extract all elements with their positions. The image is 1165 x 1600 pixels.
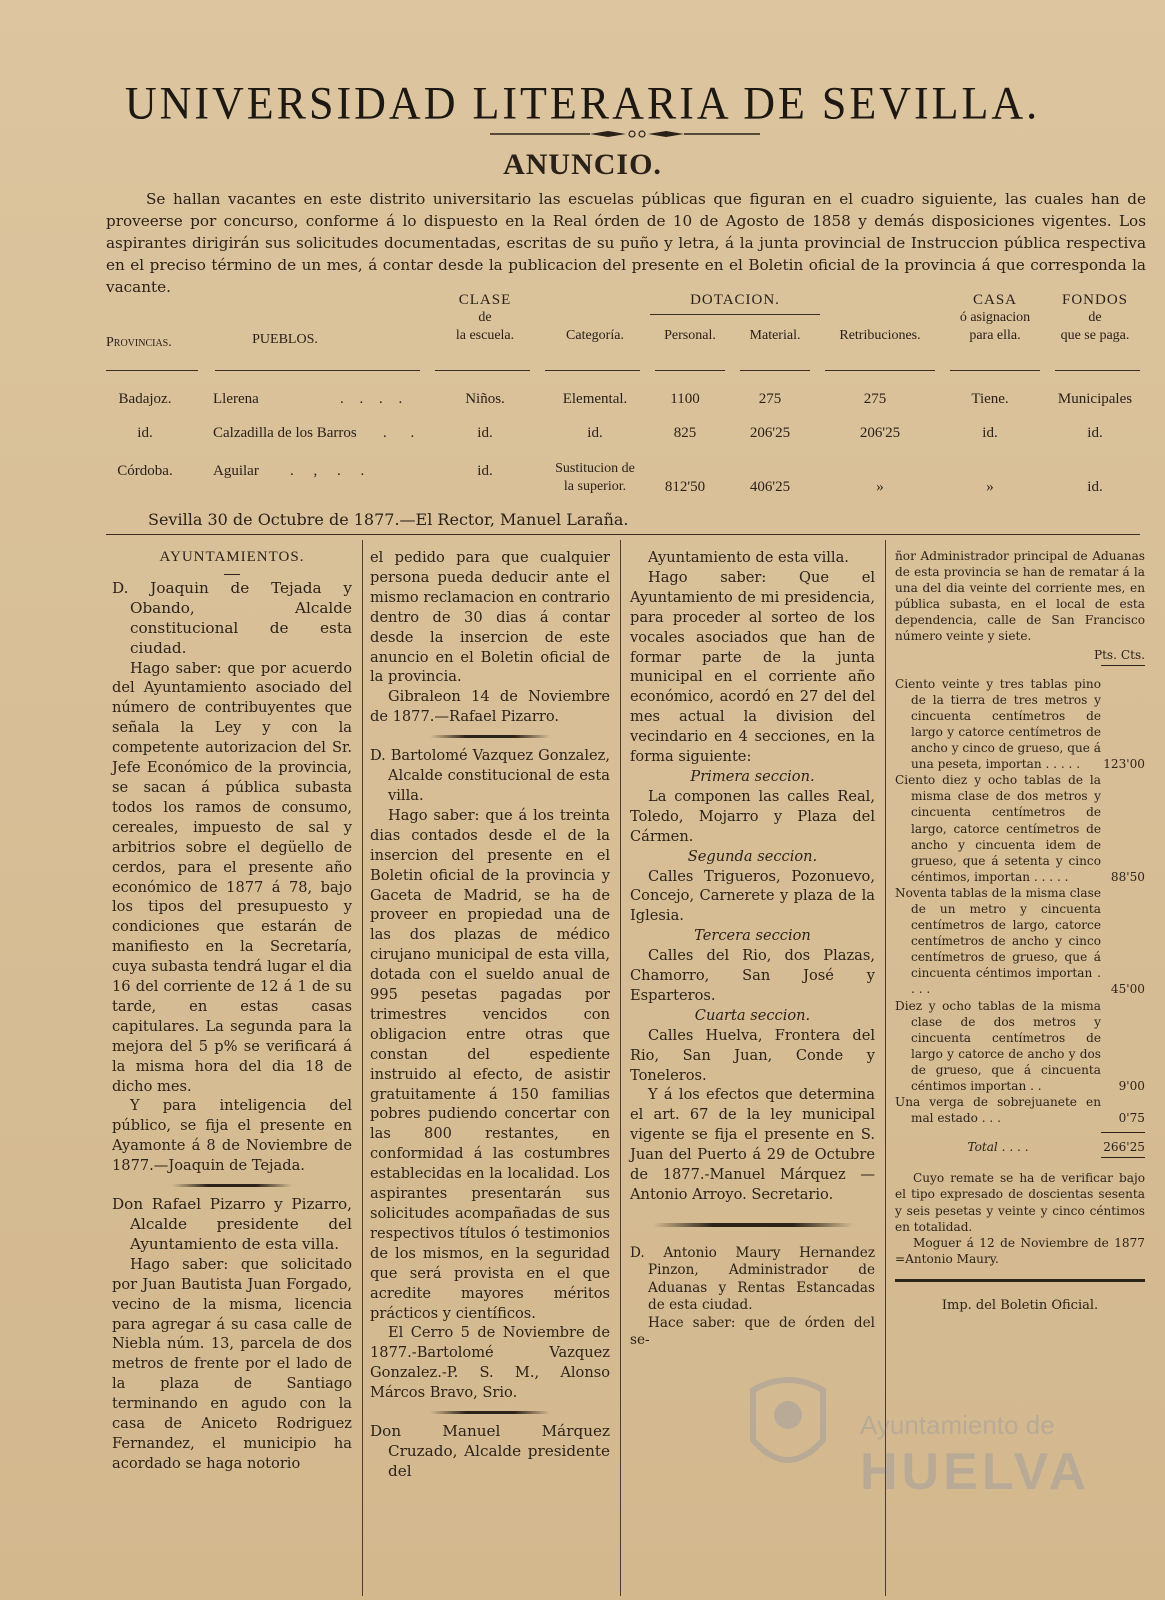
notice-5-heading: D. Antonio Maury Hernandez Pinzon, Administrador de Aduanas y Rentas Estancadas de esta ciudad. [630,1244,875,1314]
row3-retribuciones: » [876,479,884,495]
th-casa-ella: para ella. [969,328,1021,343]
table-rule [1055,370,1140,371]
watermark-line-2: HUELVA [860,1443,1091,1501]
notice-2-closing: Gibraleon 14 de Noviembre de 1877.—Rafael Pizarro. [370,688,610,726]
total-value: 266'25 [1103,1140,1145,1155]
th-provincias: Provincias. [106,335,172,350]
lot-item [895,772,1145,885]
notice-3-body: Hago saber: que á los treinta dias contados desde el de la insercion del presente en el Boletin oficial de la provincia y Gaceta de Madrid, se ha de proveer en propiedad una de las dos plazas de médico cirujano municipal de esta villa, dotada con el sueldo anual de 995 pesetas pagadas por trimestres vencidos con obligacion entre otras que constan del espediente instruido al efecto, de asistir gratuitamente á 150 familias pobres pudiendo concertar con las 800 restantes, en conformidad á las costumbres establecidas en la localidad. Los aspirantes presentarán sus solicitudes acompañadas de sus respectivos títulos ó testimonios de los mismos, en la seguridad que será provista en el que acredite mayores méritos prácticos y científicos. [370,806,610,1322]
lot-item-value: 0'75 [1118,1111,1145,1126]
column-rule [620,540,621,1596]
th-dotacion-rule [650,314,820,315]
section-1-title: Primera seccion. [690,767,815,785]
row3-casa: » [986,479,994,495]
total-label: Total . . . . [967,1140,1029,1155]
table-rule [545,370,640,371]
th-casa: CASA [972,292,1017,308]
archive-watermark [735,1370,1091,1590]
notice-1-closing: Y para inteligencia del público, se fija el presente en Ayamonte á 8 de Noviembre de 1877.—Joaquin de Tejada. [112,1097,352,1175]
page-title: UNIVERSIDAD LITERARIA DE SEVILLA. [124,77,1041,130]
section-1-text: La componen las calles Real, Toledo, Mojarro y Plaza del Cármen. [630,787,875,845]
section-2-text: Calles Trigueros, Pozonuevo, Concejo, Carnerete y plaza de la Iglesia. [630,867,875,925]
row3-personal: 812'50 [664,479,706,495]
th-fondos: FONDOS [1061,292,1128,308]
lot-item-value: 45'00 [1110,982,1145,997]
row1-casa: Tiene. [971,391,1009,407]
notice-5-signature: Moguer á 12 de Noviembre de 1877 =Antonio Maury. [895,1235,1145,1266]
row1-fondos: Municipales [1057,391,1133,407]
notice-3-closing: El Cerro 5 de Noviembre de 1877.-Bartolomé Vazquez Gonzalez.-P. S. M., Alonso Márcos Bravo, Srio. [370,1324,610,1402]
notice-2-continued: el pedido para que cualquier persona pueda deducir ante el mismo reclamacion en contrario dentro de 30 dias á contar desde la insercion de este anuncio en el Boletin oficial de la provincia. [370,549,610,686]
th-clase: CLASE [458,292,512,308]
section-4-text: Calles Huelva, Frontera del Rio, San Juan, Conde y Toneleros. [630,1026,875,1084]
table-rule [740,370,810,371]
announcement-heading: ANUNCIO. [503,148,662,181]
row1-pueblo: Llerena [213,391,259,407]
watermark-line-1: Ayuntamiento de [860,1410,1055,1440]
notice-2-body: Hago saber: que solicitado por Juan Bautista Juan Forgado, vecino de la misma, licencia para agregar á su casa calle de Niebla núm. 13, parcela de dos metros de frente por el lado de la plaza de Santiago terminando en agudo con la casa de Aniceto Rodriguez Fernandez, el municipio ha acordado se haga notorio [112,1255,352,1472]
heading-dash [224,574,240,575]
section-2-title: Segunda seccion. [687,847,818,865]
column-rule [362,540,363,1596]
row1-dots: . . . . [340,391,409,407]
row2-retribuciones: 206'25 [859,425,901,441]
th-categoria: Categoría. [566,328,624,343]
rector-signature: Sevilla 30 de Octubre de 1877.—El Rector, Manuel Laraña. [148,510,629,529]
notice-3-heading: D. Bartolomé Vazquez Gonzalez, Alcalde constitucional de esta villa. [370,747,610,804]
th-material: Material. [749,328,801,343]
row2-fondos: id. [1087,425,1103,441]
th-clase-de: de [478,310,492,325]
notice-1-body: Hago saber: que por acuerdo del Ayuntamiento asociado del número de contribuyentes que señala la Ley y con la competente autorizacion del Sr. Jefe Económico de la provincia, se sacan á pública subasta todos los ramos de consumo, cereales, impuesto de sal y arbitrios sobre el degüello de cerdos, para el presente año económico de 1877 á 78, bajo los tipos del presupuesto y condiciones que estarán de manifiesto en la Secretaría, cuya subasta tendrá lugar el dia 16 del corriente de 12 á 1 de su tarde, en estas casas capitulares. La segunda para la mejora del 5 p% se verificará á la misma hora del dia 18 de dicho mes. [112,659,352,1095]
row2-provincia: id. [137,425,153,441]
notice-separator [430,735,550,738]
lot-item-description: Ciento diez y ocho tablas de la misma clase de dos metros y cincuenta centímetros de largo, catorce centímetros de ancho y cincuenta idem de grueso, que á setenta y cinco céntimos, importan . . . . . [895,773,1101,884]
notice-separator [430,1411,550,1414]
row1-retribuciones: 275 [863,391,887,407]
th-personal: Personal. [664,328,716,343]
section-3-title: Tercera seccion [694,927,811,945]
row2-categoria: id. [587,425,603,441]
table-rule [215,370,420,371]
row2-personal: 825 [673,425,697,441]
notice-2-heading: Don Rafael Pizarro y Pizarro, Alcalde presidente del Ayuntamiento de esta villa. [112,1195,352,1253]
notice-separator [653,1223,853,1227]
notice-4-closing: Y á los efectos que determina el art. 67 de la ley municipal vigente se fija el presente en S. Juan del Puerto á 29 de Octubre de 1877.-Manuel Márquez —Antonio Arroyo. Secretario. [630,1086,875,1203]
table-rule [106,370,198,371]
row3-categoria: Sustitucion de [555,461,635,476]
th-casa-asignacion: ó asignacion [959,310,1031,325]
notice-4-heading: Don Manuel Márquez Cruzado, Alcalde presidente del [370,1422,610,1480]
lot-item-description: Una verga de sobrejuanete en mal estado . . . [895,1095,1101,1126]
row3-categoria-2: la superior. [563,479,627,494]
total-rule [1101,1157,1145,1158]
row1-categoria: Elemental. [562,391,628,407]
row2-clase: id. [477,425,493,441]
row3-dots: . , . . [290,463,373,479]
row3-pueblo: Aguilar [213,463,259,479]
lot-item-value: 88'50 [1110,869,1145,884]
table-rule [655,370,725,371]
row3-clase: id. [477,463,493,479]
imprint-rule [895,1279,1145,1282]
notice-5-continued: ñor Administrador principal de Aduanas de esta provincia se han de rematar á la una del dia veinte del corriente mes, en pública subasta, en el local de esta dependencia, calle de San Francisco número veinte y siete. [895,549,1145,644]
lot-item [895,885,1145,998]
units-label: Pts. Cts. [1093,647,1145,662]
row2-dots: . . [383,425,425,441]
table-rule [435,370,530,371]
notice-4-body: Hago saber: Que el Ayuntamiento de mi presidencia, para proceder al sorteo de los vocales asociados que han de formar parte de la junta municipal en el corriente año económico, acordó en 27 del del mes actual la division del vecindario en 4 secciones, en la forma siguiente: [630,568,875,766]
ornament-divider [490,130,760,138]
table-rule [825,370,935,371]
ayuntamientos-heading: AYUNTAMIENTOS. [159,549,305,565]
lot-item [895,998,1145,1095]
notice-1-heading: D. Joaquin de Tejada y Obando, Alcalde constitucional de esta ciudad. [112,578,352,657]
section-4-title: Cuarta seccion. [694,1006,811,1024]
row2-casa: id. [982,425,998,441]
column-3 [630,548,875,1350]
th-fondos-paga: que se paga. [1060,328,1130,343]
notice-5-body: Hace saber: que de órden del se- [630,1314,875,1349]
lot-item-value: 123'00 [1103,757,1145,772]
th-dotacion: DOTACION. [690,292,780,308]
row2-pueblo: Calzadilla de los Barros [213,425,357,441]
th-pueblos: PUEBLOS. [252,332,318,347]
lot-item-value: 9'00 [1118,1079,1145,1093]
table-rule [950,370,1040,371]
section-rule [106,534,1140,535]
notice-5-closing: Cuyo remate se ha de verificar bajo el tipo expresado de doscientas sesenta y seis pesetas y veinte y cinco céntimos en totalidad. [895,1171,1145,1234]
units-rule [1101,665,1145,666]
lot-item-description: Diez y ocho tablas de la misma clase de dos metros y cincuenta centímetros de largo y catorce de ancho y dos de grueso, que á cincuenta céntimos importan . . [895,998,1101,1093]
lot-item-description: Noventa tablas de la misma clase de un metro y cincuenta centímetros de largo, catorce centímetros de ancho y cinco centímetros de grueso, que á cincuenta céntimos importan . . . . [895,885,1101,997]
intro-paragraph: Se hallan vacantes en este distrito universitario las escuelas públicas que figuran en el cuadro siguiente, las cuales han de proveerse por concurso, conforme á lo dispuesto en la Real órden de 10 de Agosto de 1858 y demás disposiciones vigentes. Los aspirantes dirigirán sus solicitudes documentadas, escritas de su puño y letra, á la junta provincial de Instruccion pública respectiva en el preciso término de un mes, á contar desde la publicacion del presente en el Boletin oficial de la provincia á que corresponda la vacante. [106,190,1146,296]
th-fondos-de: de [1088,310,1102,325]
column-4 [895,548,1145,1314]
total-rule [1101,1132,1145,1133]
th-retribuciones: Retribuciones. [839,328,921,343]
column-1 [112,548,352,1474]
row1-material: 275 [758,391,782,407]
lot-item [895,676,1145,773]
lot-item [895,1094,1145,1126]
column-2 [370,548,610,1482]
notice-4-continued: Ayuntamiento de esta villa. [648,549,849,566]
row1-clase: Niños. [465,391,505,407]
row1-personal: 1100 [670,391,700,407]
printer-imprint: Imp. del Boletin Oficial. [941,1297,1099,1313]
total-row [895,1139,1145,1155]
row2-material: 206'25 [749,425,791,441]
row1-provincia: Badajoz. [118,391,172,407]
lot-item-description: Ciento veinte y tres tablas pino de la tierra de tres metros y cincuenta centímetros de largo y catorce centímetros de ancho y cinco de grueso, que á una peseta, importan . . . . . [895,676,1101,772]
notice-separator [172,1184,292,1187]
th-clase-escuela: la escuela. [455,328,515,343]
section-3-text: Calles del Rio, dos Plazas, Chamorro, San José y Esparteros. [630,947,875,1004]
row3-provincia: Córdoba. [117,463,173,479]
row3-fondos: id. [1087,479,1103,495]
coat-of-arms-icon [743,1370,833,1480]
row3-material: 406'25 [749,479,791,495]
